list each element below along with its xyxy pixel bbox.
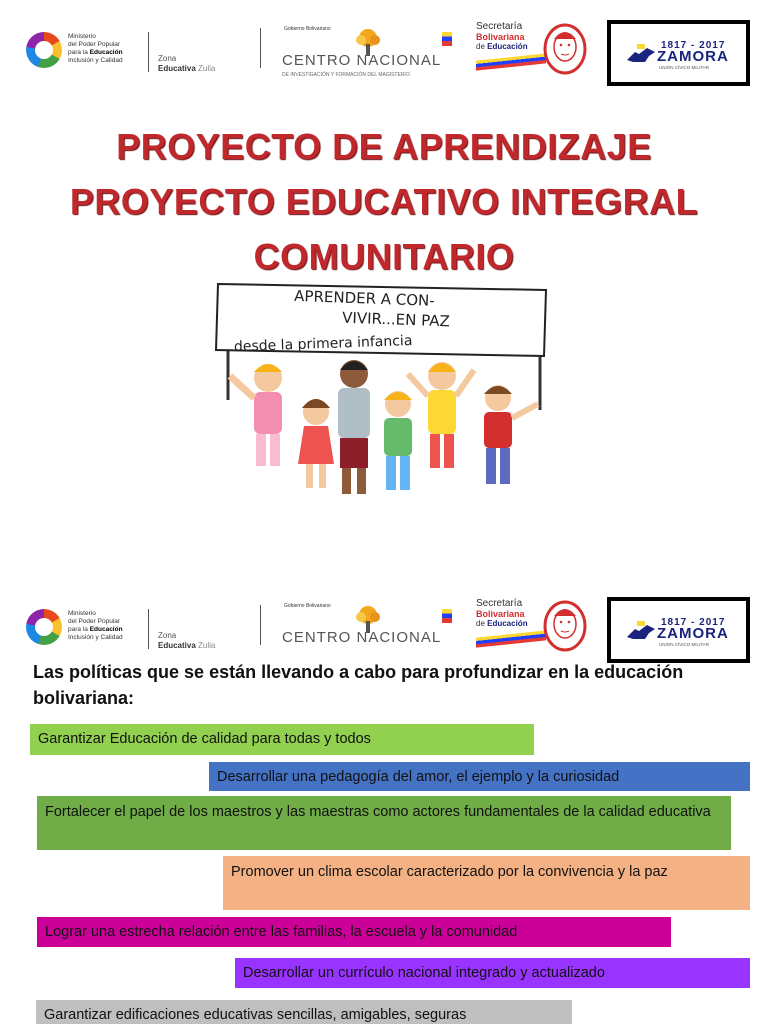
logo-header-bottom	[0, 585, 768, 660]
divider	[148, 32, 149, 72]
ministerio-line2: del Poder Popular	[68, 618, 121, 625]
policy-box-6: Desarrollar un currículo nacional integrado y actualizado	[235, 958, 750, 988]
centro-nacional-logo	[282, 26, 457, 76]
divider	[148, 609, 149, 649]
flag-icon	[442, 32, 452, 46]
ministerio-line3: para la Educación	[68, 49, 123, 56]
policy-box-4: Promover un clima escolar caracterizado por la convivencia y la paz	[223, 856, 750, 910]
title-line-1: PROYECTO DE APRENDIZAJE	[116, 126, 652, 167]
zona-educativa-logo	[158, 631, 215, 651]
title-line-3: COMUNITARIO	[253, 236, 515, 277]
zamora-logo	[607, 597, 750, 663]
ministerio-text	[68, 610, 123, 642]
zona-line2: Educativa Zulia	[158, 641, 216, 650]
ministerio-logo	[26, 30, 144, 72]
flag-stripes-icon	[476, 53, 546, 70]
banner-line-3: desde la primera infancia	[233, 332, 413, 356]
ministerio-line1: Ministerio	[68, 610, 96, 617]
secretaria-line2: Bolivariana	[476, 32, 525, 42]
logo-header-top	[0, 8, 768, 83]
flag-icon	[442, 609, 452, 623]
ministerio-line4: Inclusión y Calidad	[68, 634, 123, 641]
ministerio-logo	[26, 607, 144, 649]
zamora-name: ZAMORA	[657, 625, 729, 642]
ministerio-line3: para la Educación	[68, 626, 123, 633]
ministerio-line4: Inclusión y Calidad	[68, 57, 123, 64]
secretaria-line1: Secretaría	[476, 21, 523, 32]
centro-small-text: Gobierno Bolivariano	[284, 26, 331, 32]
title-line-2: PROYECTO EDUCATIVO INTEGRAL	[69, 181, 699, 222]
centro-nacional-logo	[282, 603, 457, 653]
secretaria-logo	[476, 598, 596, 656]
policy-box-5: Lograr una estrecha relación entre las familias, la escuela y la comunidad	[37, 917, 671, 947]
ministerio-line2: del Poder Popular	[68, 41, 121, 48]
zona-line1: Zona	[158, 631, 177, 640]
ministerio-text	[68, 33, 123, 65]
policy-box-2: Desarrollar una pedagogía del amor, el ejemplo y la curiosidad	[209, 762, 750, 791]
zona-educativa-logo	[158, 54, 215, 74]
policy-box-1: Garantizar Educación de calidad para todas y todos	[30, 724, 534, 755]
divider	[260, 605, 261, 645]
horseman-icon	[625, 619, 657, 643]
zamora-tagline: UNIÓN CÍVICO MILITAR	[659, 642, 709, 647]
centro-title: CENTRO NACIONAL	[282, 52, 442, 69]
centro-subtitle: DE INVESTIGACIÓN Y FORMACIÓN DEL MAGISTERIO	[282, 72, 410, 78]
secretaria-line3: de Educación	[476, 42, 528, 51]
zamora-years: 1817 - 2017	[661, 617, 726, 628]
zamora-years: 1817 - 2017	[661, 40, 726, 51]
secretaria-logo	[476, 21, 596, 79]
zamora-name: ZAMORA	[657, 48, 729, 65]
ministerio-ring-icon	[26, 609, 62, 645]
centro-title: CENTRO NACIONAL	[282, 629, 442, 646]
zona-line2: Educativa Zulia	[158, 64, 216, 73]
horseman-icon	[625, 42, 657, 66]
portrait-icon	[540, 23, 590, 79]
portrait-icon	[540, 600, 590, 656]
secretaria-line3: de Educación	[476, 619, 528, 628]
policies-intro: Las políticas que se están llevando a cabo para profundizar en la educación bolivariana:	[33, 662, 684, 708]
zamora-tagline: UNIÓN CÍVICO MILITAR	[659, 65, 709, 70]
flag-stripes-icon	[476, 630, 546, 647]
zamora-logo	[607, 20, 750, 86]
secretaria-line2: Bolivariana	[476, 609, 525, 619]
ministerio-ring-icon	[26, 32, 62, 68]
zona-line1: Zona	[158, 54, 177, 63]
policy-box-3: Fortalecer el papel de los maestros y las maestras como actores fundamentales de la calidad educativa	[37, 796, 731, 850]
banner-line-1: APRENDER A CON-	[293, 286, 436, 310]
banner-line-2: VIVIR...EN PAZ	[341, 308, 451, 331]
divider	[260, 28, 261, 68]
centro-small-text: Gobierno Bolivariano	[284, 603, 331, 609]
ministerio-line1: Ministerio	[68, 33, 96, 40]
policy-box-7: Garantizar edificaciones educativas sencillas, amigables, seguras	[36, 1000, 572, 1024]
secretaria-line1: Secretaría	[476, 598, 523, 609]
children-banner-illustration	[212, 280, 550, 508]
